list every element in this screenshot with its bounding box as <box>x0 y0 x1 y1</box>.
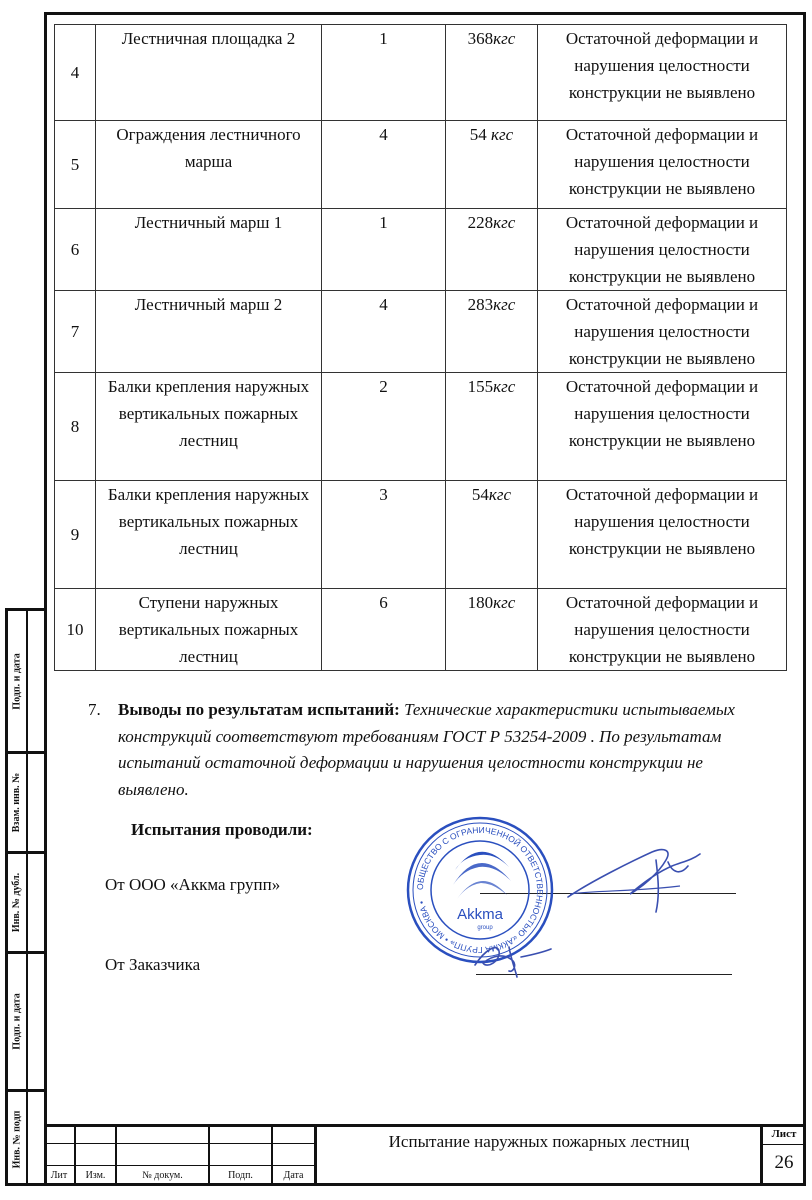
item-result: Остаточной деформации и нарушения целостности конструкции не выявлено <box>538 121 787 209</box>
side-label: Подп. и дата <box>11 993 23 1050</box>
stamp-ring-text: ОБЩЕСТВО С ОГРАНИЧЕННОЙ ОТВЕТСТВЕННОСТЬЮ «АККМА ГРУПП» • МОСКВА • <box>414 824 546 956</box>
side-cell <box>8 951 46 1089</box>
table-row <box>55 373 787 481</box>
table-row <box>55 209 787 291</box>
item-name: Балки крепления наружных вертикальных пожарных лестниц <box>96 373 322 481</box>
item-load: 368кгс <box>446 25 538 121</box>
side-label: Инв. № дубл. <box>11 872 23 933</box>
item-name: Ступени наружных вертикальных пожарных лестниц <box>96 589 322 671</box>
item-result: Остаточной деформации и нарушения целостности конструкции не выявлено <box>538 373 787 481</box>
side-cell <box>8 611 46 751</box>
item-load: 54кгс <box>446 481 538 589</box>
item-result: Остаточной деформации и нарушения целостности конструкции не выявлено <box>538 589 787 671</box>
side-label: Взам. инв. № <box>11 772 23 833</box>
col-label-izm: Изм. <box>85 1170 106 1181</box>
item-name: Лестничный марш 1 <box>96 209 322 291</box>
company-signatory-label: От ООО «Аккма групп» <box>105 875 281 894</box>
table-row <box>55 481 787 589</box>
customer-signature <box>465 935 555 980</box>
document-title: Испытание наружных пожарных лестниц <box>388 1132 690 1151</box>
table-row <box>55 121 787 209</box>
title-block <box>44 1124 806 1186</box>
col-label-lit: Лит <box>50 1170 68 1181</box>
item-load: 228кгс <box>446 209 538 291</box>
item-qty: 4 <box>322 121 446 209</box>
row-number: 7 <box>55 291 96 373</box>
item-load: 283кгс <box>446 291 538 373</box>
item-name: Лестничный марш 2 <box>96 291 322 373</box>
table-row <box>55 291 787 373</box>
side-label: Инв. № подп <box>11 1110 23 1168</box>
conclusion-section <box>88 697 768 803</box>
item-load: 54 кгс <box>446 121 538 209</box>
side-label: Подп. и дата <box>11 652 23 710</box>
item-qty: 6 <box>322 589 446 671</box>
item-qty: 1 <box>322 25 446 121</box>
conclusion-text: Технические характеристики испытываемых конструкций соответствуют требованиям ГОСТ Р 53254-2009 . По результатам испытаний остаточной деформации и нарушения целостности конструкции не выявлено. <box>118 700 735 799</box>
table-row <box>55 589 787 671</box>
item-qty: 1 <box>322 209 446 291</box>
customer-signatory-label: От Заказчика <box>105 955 201 974</box>
side-cell <box>8 851 46 951</box>
results-table <box>54 24 787 671</box>
item-result: Остаточной деформации и нарушения целостности конструкции не выявлено <box>538 291 787 373</box>
item-qty: 4 <box>322 291 446 373</box>
item-result: Остаточной деформации и нарушения целостности конструкции не выявлено <box>538 25 787 121</box>
table-row <box>55 25 787 121</box>
item-load: 180кгс <box>446 589 538 671</box>
row-number: 6 <box>55 209 96 291</box>
stamp-logo-icon <box>455 852 509 870</box>
item-qty: 2 <box>322 373 446 481</box>
row-number: 8 <box>55 373 96 481</box>
row-number: 9 <box>55 481 96 589</box>
row-number: 10 <box>55 589 96 671</box>
col-label-doc: № докум. <box>142 1170 183 1181</box>
row-number: 4 <box>55 25 96 121</box>
side-cell <box>8 1089 46 1186</box>
item-result: Остаточной деформации и нарушения целостности конструкции не выявлено <box>538 481 787 589</box>
side-binding-strip <box>5 608 46 1186</box>
item-load: 155кгс <box>446 373 538 481</box>
col-label-sign: Подп. <box>228 1170 253 1181</box>
company-signature <box>560 842 710 922</box>
side-cell <box>8 751 46 851</box>
stamp-sub: group <box>477 925 493 931</box>
sheet-number: 26 <box>774 1152 794 1173</box>
item-name: Лестничная площадка 2 <box>96 25 322 121</box>
sheet-label: Лист <box>771 1128 797 1140</box>
item-name: Ограждения лестничного марша <box>96 121 322 209</box>
section-number: 7. <box>88 700 101 719</box>
item-name: Балки крепления наружных вертикальных пожарных лестниц <box>96 481 322 589</box>
col-label-date: Дата <box>283 1170 304 1181</box>
stamp-brand: Akkma <box>457 906 503 923</box>
item-qty: 3 <box>322 481 446 589</box>
testers-title: Испытания проводили: <box>131 820 313 839</box>
item-result: Остаточной деформации и нарушения целостности конструкции не выявлено <box>538 209 787 291</box>
row-number: 5 <box>55 121 96 209</box>
conclusion-heading: Выводы по результатам испытаний: <box>118 700 400 719</box>
